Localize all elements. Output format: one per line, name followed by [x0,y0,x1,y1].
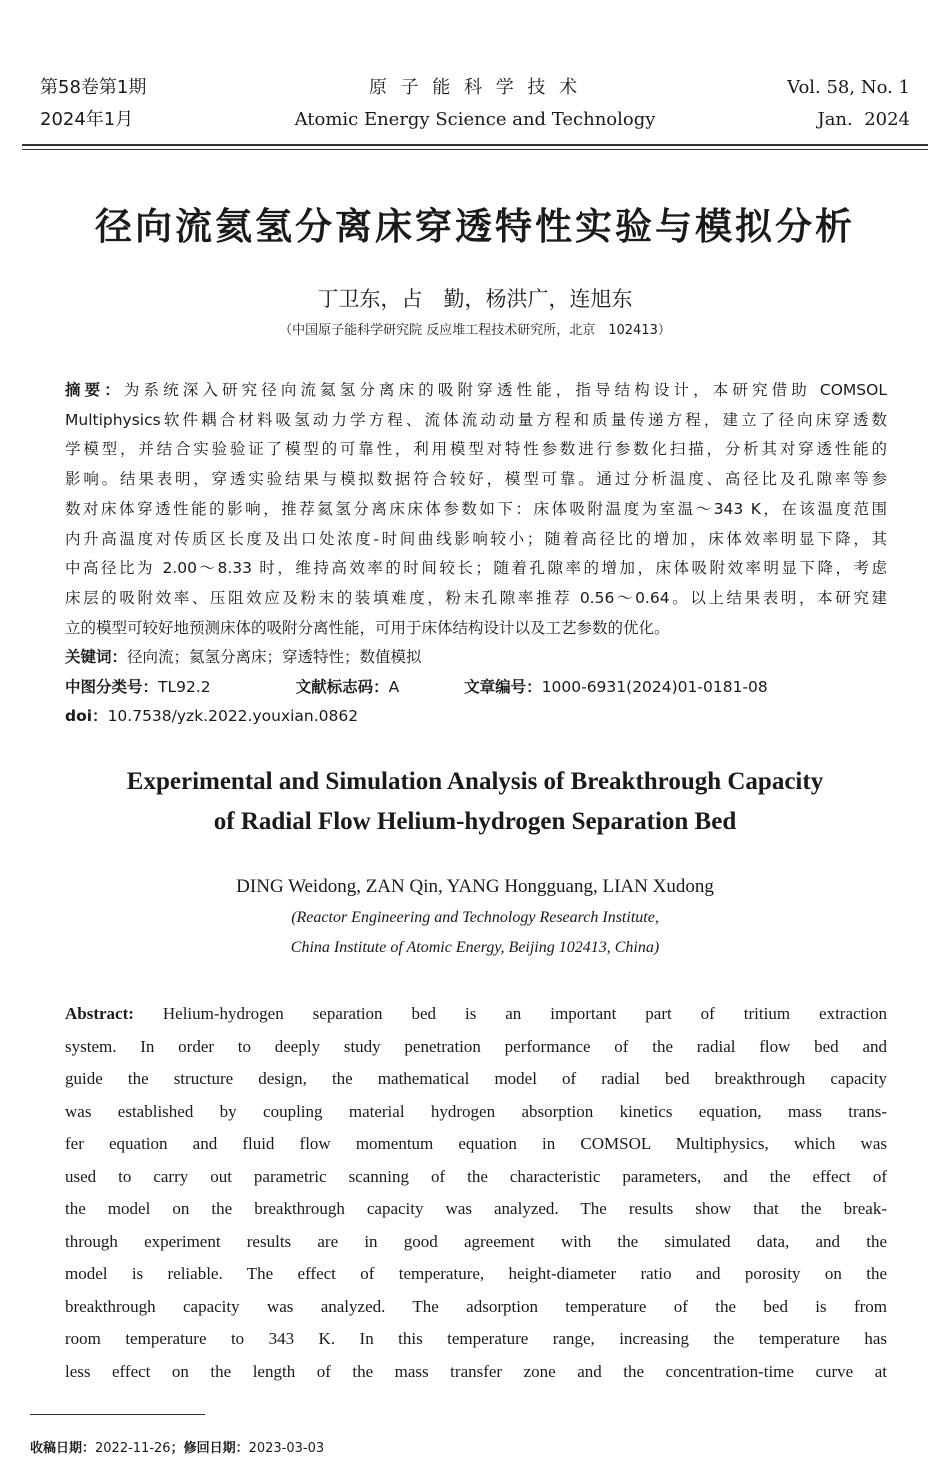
doi-row [65,705,887,727]
abstract-line [65,528,887,550]
received-label: 收稿日期： [30,1441,96,1456]
journal-name-zh: 原 子 能 科 学 技 术 [368,77,582,98]
abstract-line [65,1198,887,1220]
abstract-text: model is reliable. The effect of temperature, height-diameter ratio and porosity on the [65,1264,887,1283]
abstract-line [65,1166,887,1188]
abstract-text: 立的模型可较好地预测床体的吸附分离性能，可用于床体结构设计以及工艺参数的优化。 [65,618,670,637]
revised-label: ；修回日期： [170,1441,249,1456]
abstract-text: system. In order to deeply study penetration performance of the radial flow bed and [65,1036,887,1056]
abstract-text: less effect on the length of the mass transfer zone and the concentration-time curve at [65,1361,887,1381]
article-no-value: 1000-6931(2024)01-0181-08 [541,678,768,696]
footnote-rule [30,1414,205,1415]
abstract-line [65,1068,887,1090]
abstract-line [65,1263,887,1285]
abstract-line [65,409,887,431]
affiliation-en-line-2: China Institute of Atomic Energy, Beijing 102413, China) [290,939,660,956]
abstract-text: 学模型，并结合实验验证了模型的可靠性，利用模型对特性参数进行参数化扫描，分析其对穿透性能的 [65,440,887,459]
doc-code-value: A [388,678,400,696]
footnote-dates [30,1437,324,1456]
title-en-line-1: Experimental and Simulation Analysis of Breakthrough Capacity [126,768,824,795]
abstract-text: 床层的吸附效率、压阻效应及粉末的装填难度，粉末孔隙率推荐 0.56～0.64。以上结果表明，本研究建 [65,588,887,607]
received-date: 2022-11-26 [95,1441,171,1456]
keywords-zh [65,646,887,668]
abstract-line [65,1231,887,1253]
abstract-line [65,1036,887,1058]
authors-en: DING Weidong, ZAN Qin, YANG Hongguang, LIAN Xudong [236,876,714,897]
authors-zh: 丁卫东，占 勤，杨洪广，连旭东 [317,287,633,311]
doi-value: 10.7538/yzk.2022.youxian.0862 [107,707,359,725]
classification-row [65,676,887,698]
volume-issue-en: Vol. 58, No. 1 [787,77,910,98]
title-zh: 径向流氦氢分离床穿透特性实验与模拟分析 [95,205,855,248]
abstract-line [65,617,887,639]
header-rule [22,144,928,146]
classification-label: 中图分类号： [65,678,159,696]
abstract-line [65,587,887,609]
abstract-label: Abstract: [65,1004,134,1023]
abstract-line [65,498,887,520]
abstract-line [65,1133,887,1155]
abstract-text: breakthrough capacity was analyzed. The adsorption temperature of the bed is from [65,1296,887,1316]
abstract-text: guide the structure design, the mathematical model of radial bed breakthrough capacity [65,1069,887,1088]
abstract-label: 摘要： [65,381,124,399]
abstract-text: the model on the breakthrough capacity was analyzed. The results show that the break- [65,1199,887,1218]
abstract-text: room temperature to 343 K. In this temperature range, increasing the temperature has [65,1329,887,1348]
affiliation-zh: （中国原子能科学研究院 反应堆工程技术研究所，北京 102413） [279,323,671,338]
keywords-label: 关键词： [65,648,128,666]
affiliation-en-line-1: (Reactor Engineering and Technology Research Institute, [291,909,659,926]
abstract-text: was established by coupling material hydrogen absorption kinetics equation, mass trans- [65,1101,887,1121]
abstract-text: Multiphysics软件耦合材料吸氢动力学方程、流体流动动量方程和质量传递方程，建立了径向床穿透数 [65,410,887,429]
abstract-text: Helium-hydrogen separation bed is an important part of tritium extraction [133,1004,887,1023]
abstract-text: 影响。结果表明，穿透实验结果与模拟数据符合较好，模型可靠。通过分析温度、高径比及孔隙率等参 [65,470,887,489]
abstract-text: 为系统深入研究径向流氦氢分离床的吸附穿透性能，指导结构设计，本研究借助 COMSOL [123,381,887,399]
abstract-text: through experiment results are in good agreement with the simulated data, and the [65,1231,887,1251]
volume-issue-zh: 第58卷第1期 [40,77,147,98]
title-en-line-2: of Radial Flow Helium-hydrogen Separation Bed [213,808,737,835]
keywords-value: 径向流；氦氢分离床；穿透特性；数值模拟 [127,648,422,666]
date-zh: 2024年1月 [40,109,134,130]
abstract-line [65,379,887,401]
abstract-line [65,557,887,579]
abstract-line [65,1101,887,1123]
header-rule-thin [22,149,928,150]
revised-date: 2023-03-03 [248,1441,325,1456]
abstract-line [65,1361,887,1383]
abstract-text: 数对床体穿透性能的影响，推荐氦氢分离床床体参数如下：床体吸附温度为室温～343 K，在该温度范围 [65,499,887,518]
date-en: Jan. 2024 [817,109,910,130]
doc-code-label: 文献标志码： [295,678,389,696]
abstract-line [65,468,887,490]
abstract-text: 内升高温度对传质区长度及出口处浓度-时间曲线影响较小；随着高径比的增加，床体效率明显下降，其 [65,529,887,548]
abstract-line [65,438,887,460]
article-no-label: 文章编号： [464,678,542,696]
doi-label: doi： [65,707,108,725]
abstract-text: used to carry out parametric scanning of the characteristic parameters, and the effect of [65,1166,887,1186]
journal-name-en: Atomic Energy Science and Technology [294,109,656,130]
abstract-text: 中高径比为 2.00～8.33 时，维持高效率的时间较长；随着孔隙率的增加，床体吸附效率明显下降，考虑 [65,559,887,578]
abstract-text: fer equation and fluid flow momentum equation in COMSOL Multiphysics, which was [65,1134,887,1153]
abstract-line [65,1003,887,1025]
abstract-line [65,1328,887,1350]
abstract-line [65,1296,887,1318]
classification-value: TL92.2 [158,678,211,696]
